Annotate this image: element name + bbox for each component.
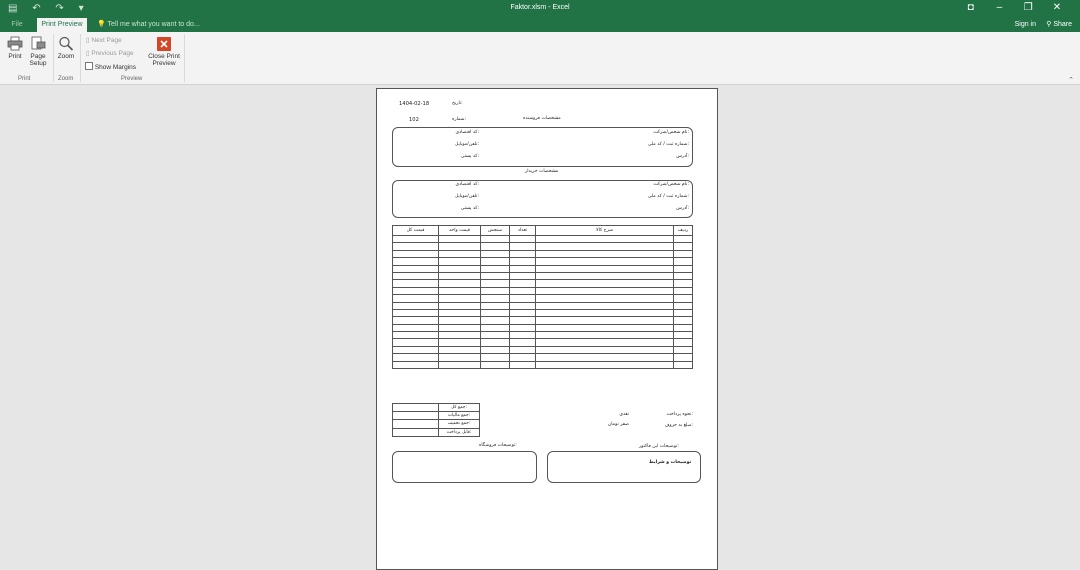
table-cell [510,324,536,331]
table-cell [393,280,439,287]
table-cell [674,243,693,250]
table-cell [536,272,674,279]
tax-label: جمع مالیات: [439,412,480,420]
table-cell [510,302,536,309]
buyer-reg-label: شماره ثبت / کد ملی: [647,194,689,199]
table-cell [439,287,481,294]
items-table [392,225,693,369]
table-cell [536,324,674,331]
table-cell [510,332,536,339]
close-print-preview-button[interactable] [145,37,183,67]
table-cell [674,265,693,272]
collapse-ribbon-icon[interactable]: ⌃ [1068,77,1074,84]
table-cell [393,309,439,316]
payable-label: قابل پرداخت: [439,428,480,436]
lightbulb-icon: 💡 [97,21,106,28]
minimize-button[interactable]: – [996,2,1003,13]
tab-print-preview[interactable]: Print Preview [37,18,87,32]
totals-row [393,404,480,412]
table-row [393,236,693,243]
table-cell [536,361,674,368]
ribbon-display-options-button[interactable]: ◘ [967,2,974,13]
table-cell [393,295,439,302]
tell-me-search[interactable] [97,18,200,32]
show-margins-checkbox[interactable] [85,62,136,71]
number-value: 102 [409,117,419,123]
title-bar [0,0,1080,18]
table-cell [481,287,510,294]
discount-label: جمع تخفیف: [439,420,480,428]
table-row [393,324,693,331]
table-cell [439,361,481,368]
invoice-notes-label: توضیحات این فاکتور: [639,444,679,449]
table-row [393,361,693,368]
table-cell [536,295,674,302]
table-cell [393,250,439,257]
share-label: Share [1053,21,1072,28]
table-cell [674,324,693,331]
next-page-label: Next Page [91,37,122,44]
table-cell [481,236,510,243]
table-cell [674,339,693,346]
buyer-info-box [392,180,693,218]
next-page-icon: ▯ [86,37,90,44]
table-row [393,272,693,279]
seller-address-label: آدرس: [676,154,689,159]
table-cell [510,295,536,302]
header-row-number: ردیف [674,226,693,236]
table-cell [393,258,439,265]
table-row [393,332,693,339]
table-row [393,250,693,257]
payment-method-label: نحوه پرداخت: [666,412,693,417]
header-total-price: قیمت کل [393,226,439,236]
page-setup-label-1: Page [30,53,46,60]
table-cell [510,287,536,294]
seller-info-box [392,127,693,167]
close-button[interactable]: ✕ [1052,2,1062,13]
table-cell [481,317,510,324]
zoom-group-label: Zoom [58,76,74,82]
table-cell [439,250,481,257]
table-cell [510,346,536,353]
group-separator [80,34,81,82]
table-cell [674,295,693,302]
table-cell [439,280,481,287]
table-row [393,309,693,316]
sign-in-link[interactable]: Sign in [1014,21,1036,28]
preview-group-label: Preview [121,76,143,82]
shop-notes-box [392,451,537,483]
header-measure: سنجش [481,226,510,236]
amount-in-words-label: مبلغ به حروف: [664,423,693,428]
window-title: Faktor.xlsm - Excel [510,4,570,11]
table-row [393,346,693,353]
date-label: تاریخ: [452,101,463,106]
table-cell [510,236,536,243]
seller-econ-label: کد اقتصادی: [455,130,479,135]
table-cell [674,258,693,265]
table-cell [481,302,510,309]
table-cell [510,361,536,368]
header-quantity: تعداد [510,226,536,236]
table-row [393,317,693,324]
table-cell [536,309,674,316]
table-cell [674,309,693,316]
table-cell [536,243,674,250]
next-page-button[interactable] [86,36,122,44]
ribbon-tab-bar [0,18,1080,32]
table-row [393,280,693,287]
close-preview-label-2: Preview [152,60,176,67]
table-cell [439,309,481,316]
table-cell [674,250,693,257]
table-cell [393,361,439,368]
table-cell [481,332,510,339]
print-group-label: Print [18,76,31,82]
header-unit-price: قیمت واحد [439,226,481,236]
amount-in-words-value: صفر تومان [607,422,629,427]
table-row [393,243,693,250]
table-cell [481,280,510,287]
total-value-cell [393,404,439,412]
printer-icon [7,36,23,51]
previous-page-button[interactable] [86,49,134,57]
table-cell [536,280,674,287]
table-cell [510,309,536,316]
seller-name-label: نام شخص/شرکت: [653,130,689,135]
invoice-page [376,88,718,570]
table-cell [536,250,674,257]
redo-icon[interactable]: ↷ [55,3,64,14]
table-cell [481,346,510,353]
table-cell [674,346,693,353]
table-cell [481,258,510,265]
invoice-notes-box [547,451,701,483]
table-cell [536,339,674,346]
page-setup-label-2: Setup [29,60,47,67]
table-cell [439,324,481,331]
seller-phone-label: تلفن/موبایل: [455,142,479,147]
table-cell [674,287,693,294]
magnifier-icon [58,36,74,51]
table-row [393,258,693,265]
group-separator [53,34,54,82]
table-cell [510,250,536,257]
table-cell [510,258,536,265]
buyer-header: مشخصات خریدار [525,169,559,174]
checkbox-icon [85,62,93,70]
table-cell [536,317,674,324]
table-cell [481,250,510,257]
table-cell [674,236,693,243]
table-cell [674,280,693,287]
previous-page-label: Previous Page [91,50,134,57]
table-cell [439,295,481,302]
buyer-address-label: آدرس: [676,206,689,211]
seller-postal-label: کد پستی: [460,154,479,159]
payment-method-value: نقدی [619,412,629,417]
total-label: جمع کل: [439,404,480,412]
table-cell [536,302,674,309]
table-cell [510,243,536,250]
table-cell [439,265,481,272]
table-row [393,354,693,361]
table-cell [674,332,693,339]
seller-header: مشخصات فروشنده [523,116,561,121]
table-cell [536,287,674,294]
table-cell [481,339,510,346]
items-table-header [393,226,693,236]
table-cell [439,317,481,324]
table-cell [439,339,481,346]
table-cell [510,265,536,272]
table-row [393,295,693,302]
person-icon: ⚲ [1046,21,1052,28]
table-cell [439,354,481,361]
window-controls [958,2,1070,13]
table-cell [439,236,481,243]
table-cell [481,243,510,250]
table-row [393,339,693,346]
date-value: 1404-02-18 [399,101,430,107]
show-margins-label: Show Margins [94,64,136,71]
table-cell [481,309,510,316]
header-description: شرح کالا [536,226,674,236]
table-cell [674,272,693,279]
table-row [393,302,693,309]
table-cell [393,339,439,346]
share-button[interactable] [1046,18,1072,32]
table-cell [510,272,536,279]
close-preview-label-1: Close Print [148,53,180,60]
table-cell [393,243,439,250]
zoom-label: Zoom [57,53,75,60]
shop-notes-label: توضیحات فروشگاه: [479,443,517,448]
customize-icon[interactable]: ▾ [78,3,84,14]
close-icon [157,37,171,51]
table-cell [393,236,439,243]
table-row [393,265,693,272]
buyer-postal-label: کد پستی: [460,206,479,211]
table-cell [536,332,674,339]
tell-me-label: Tell me what you want to do... [107,21,200,28]
table-cell [510,317,536,324]
table-cell [674,317,693,324]
table-cell [393,317,439,324]
tax-value-cell [393,412,439,420]
totals-row [393,428,480,436]
table-cell [439,258,481,265]
table-cell [393,302,439,309]
number-label: شماره: [452,117,467,122]
table-cell [393,265,439,272]
table-cell [674,302,693,309]
table-cell [536,354,674,361]
table-cell [393,324,439,331]
restore-button[interactable]: ❐ [1023,2,1033,13]
table-cell [393,287,439,294]
totals-table [392,403,480,437]
buyer-phone-label: تلفن/موبایل: [455,194,479,199]
page-setup-icon [30,36,46,51]
buyer-name-label: نام شخص/شرکت: [653,182,689,187]
discount-value-cell [393,420,439,428]
table-cell [536,236,674,243]
print-preview-canvas[interactable] [0,85,1080,559]
table-cell [536,258,674,265]
print-label: Print [8,53,22,60]
table-cell [393,346,439,353]
group-separator [184,34,185,82]
table-cell [393,332,439,339]
ribbon [0,32,1080,85]
print-button[interactable] [5,36,25,60]
table-cell [481,272,510,279]
table-cell [674,354,693,361]
payable-value-cell [393,428,439,436]
totals-row [393,420,480,428]
tab-file[interactable]: File [0,18,34,32]
table-cell [393,272,439,279]
table-cell [439,346,481,353]
table-cell [481,324,510,331]
table-cell [439,332,481,339]
table-cell [481,354,510,361]
zoom-button[interactable] [55,36,77,60]
table-cell [393,354,439,361]
save-icon[interactable]: ▤ [8,3,18,14]
terms-label: توضیحات و شرایط [649,460,692,465]
seller-reg-label: شماره ثبت / کد ملی: [647,142,689,147]
buyer-econ-label: کد اقتصادی: [455,182,479,187]
undo-icon[interactable]: ↶ [32,3,41,14]
page-setup-button[interactable] [27,36,49,67]
table-cell [481,295,510,302]
table-cell [481,361,510,368]
table-cell [674,361,693,368]
table-cell [510,339,536,346]
table-cell [536,346,674,353]
previous-page-icon: ▯ [86,50,90,57]
table-cell [439,272,481,279]
table-cell [481,265,510,272]
totals-row [393,412,480,420]
table-cell [510,280,536,287]
table-cell [510,354,536,361]
table-cell [439,243,481,250]
table-cell [439,302,481,309]
table-cell [536,265,674,272]
table-row [393,287,693,294]
